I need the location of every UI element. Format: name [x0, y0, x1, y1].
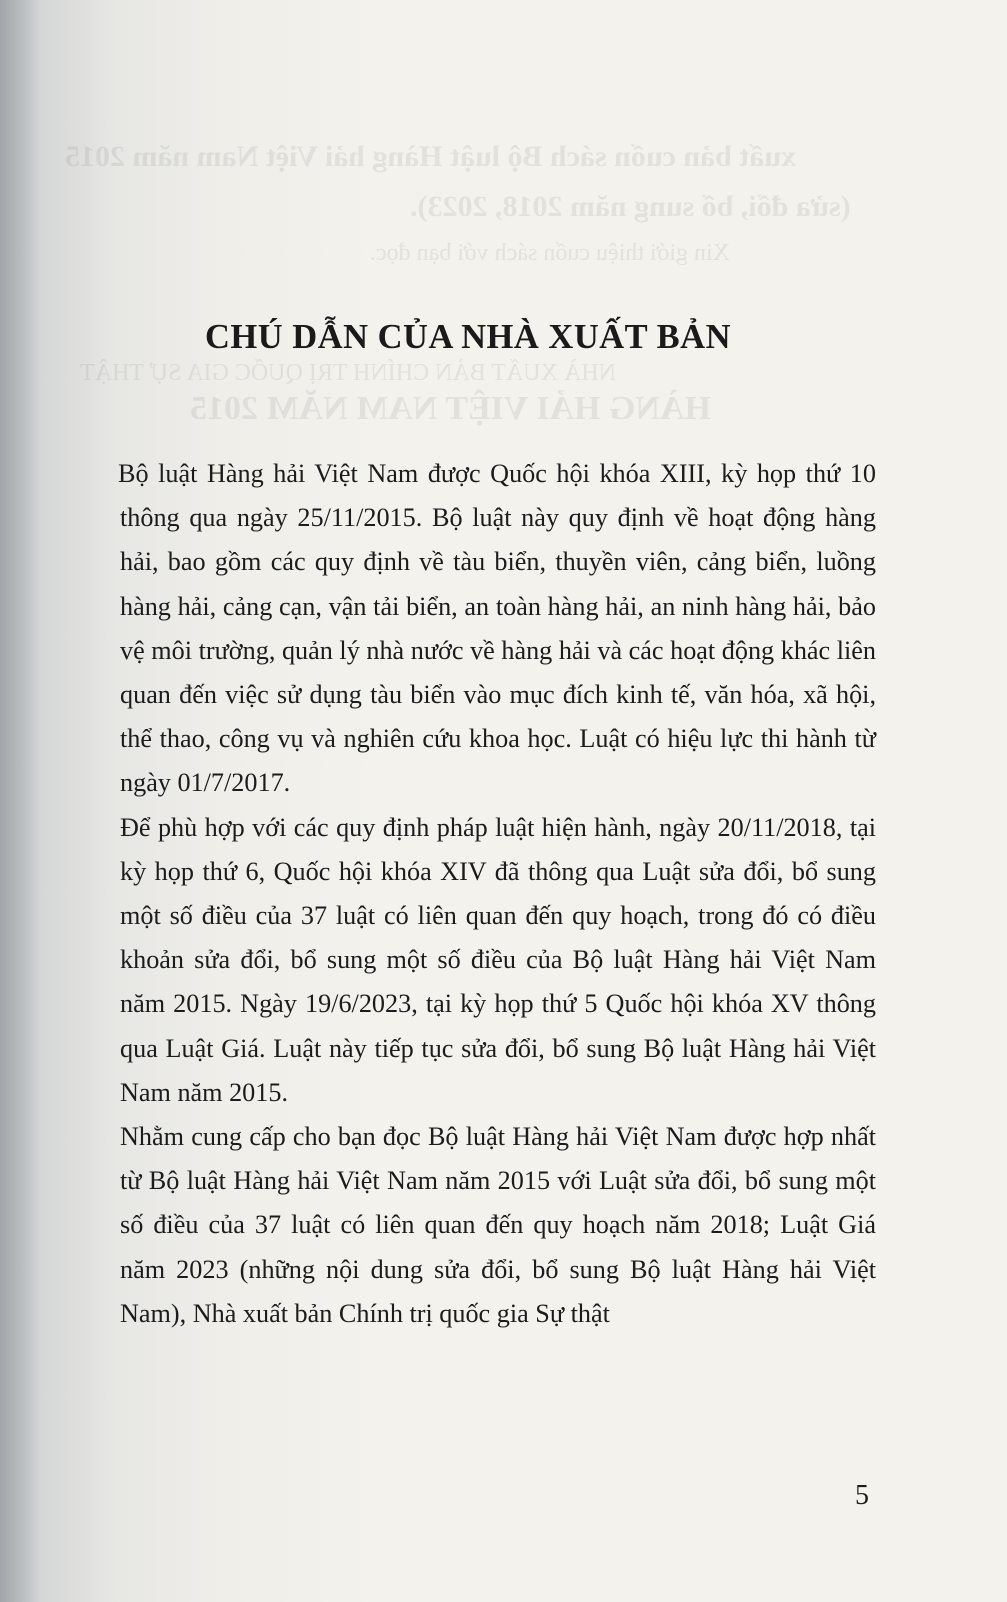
binding-shadow: [0, 0, 40, 1602]
bleed-through-text: (sửa đổi, bổ sung năm 2018, 2023).: [410, 190, 851, 223]
paragraph: Để phù hợp với các quy định pháp luật hiện hành, ngày 20/11/2018, tại kỳ họp thứ 6, Quốc hội khóa XIV đã thông qua Luật sửa đổi, bổ sung một số điều của 37 luật có liên quan đến quy hoạch, trong đó có điều khoản sửa đổi, bổ sung một số điều của Bộ luật Hàng hải Việt Nam năm 2015. Ngày 19/6/2023, tại kỳ họp thứ 5 Quốc hội khóa XV thông qua Luật Giá. Luật này tiếp tục sửa đổi, bổ sung Bộ luật Hàng hải Việt Nam năm 2015.: [120, 812, 876, 1107]
body-text: [120, 452, 876, 1336]
page-title: CHÚ DẪN CỦA NHÀ XUẤT BẢN: [204, 318, 731, 356]
bleed-through-text: HÀNG HẢI VIỆT NAM NĂM 2015: [190, 390, 712, 427]
paragraph: Bộ luật Hàng hải Việt Nam được Quốc hội khóa XIII, kỳ họp thứ 10 thông qua ngày 25/11/2015. Bộ luật này quy định về hoạt động hàng hải, bao gồm các quy định về tàu biển, thuyền viên, cảng biển, luồng hàng hải, cảng cạn, vận tải biển, an toàn hàng hải, an ninh hàng hải, bảo vệ môi trường, quản lý nhà nước về hàng hải và các hoạt động khác liên quan đến việc sử dụng tàu biển vào mục đích kinh tế, văn hóa, xã hội, thể thao, công vụ và nghiên cứu khoa học. Luật có hiệu lực thi hành từ ngày 01/7/2017.: [118, 459, 876, 798]
bleed-through-text: xuất bản cuốn sách Bộ luật Hàng hải Việt Nam năm 2015: [65, 140, 796, 173]
bleed-through-text: Xin giới thiệu cuốn sách với bạn đọc.: [370, 240, 730, 266]
page-number: 5: [855, 1480, 869, 1511]
paragraph: Nhằm cung cấp cho bạn đọc Bộ luật Hàng hải Việt Nam được hợp nhất từ Bộ luật Hàng hải Việt Nam năm 2015 với Luật sửa đổi, bổ sung một số điều của 37 luật có liên quan đến quy hoạch năm 2018; Luật Giá năm 2023 (những nội dung sửa đổi, bổ sung Bộ luật Hàng hải Việt Nam), Nhà xuất bản Chính trị quốc gia Sự thật: [120, 1122, 876, 1328]
bleed-through-text: NHÀ XUẤT BẢN CHÍNH TRỊ QUỐC GIA SỰ THẬT: [80, 360, 616, 386]
